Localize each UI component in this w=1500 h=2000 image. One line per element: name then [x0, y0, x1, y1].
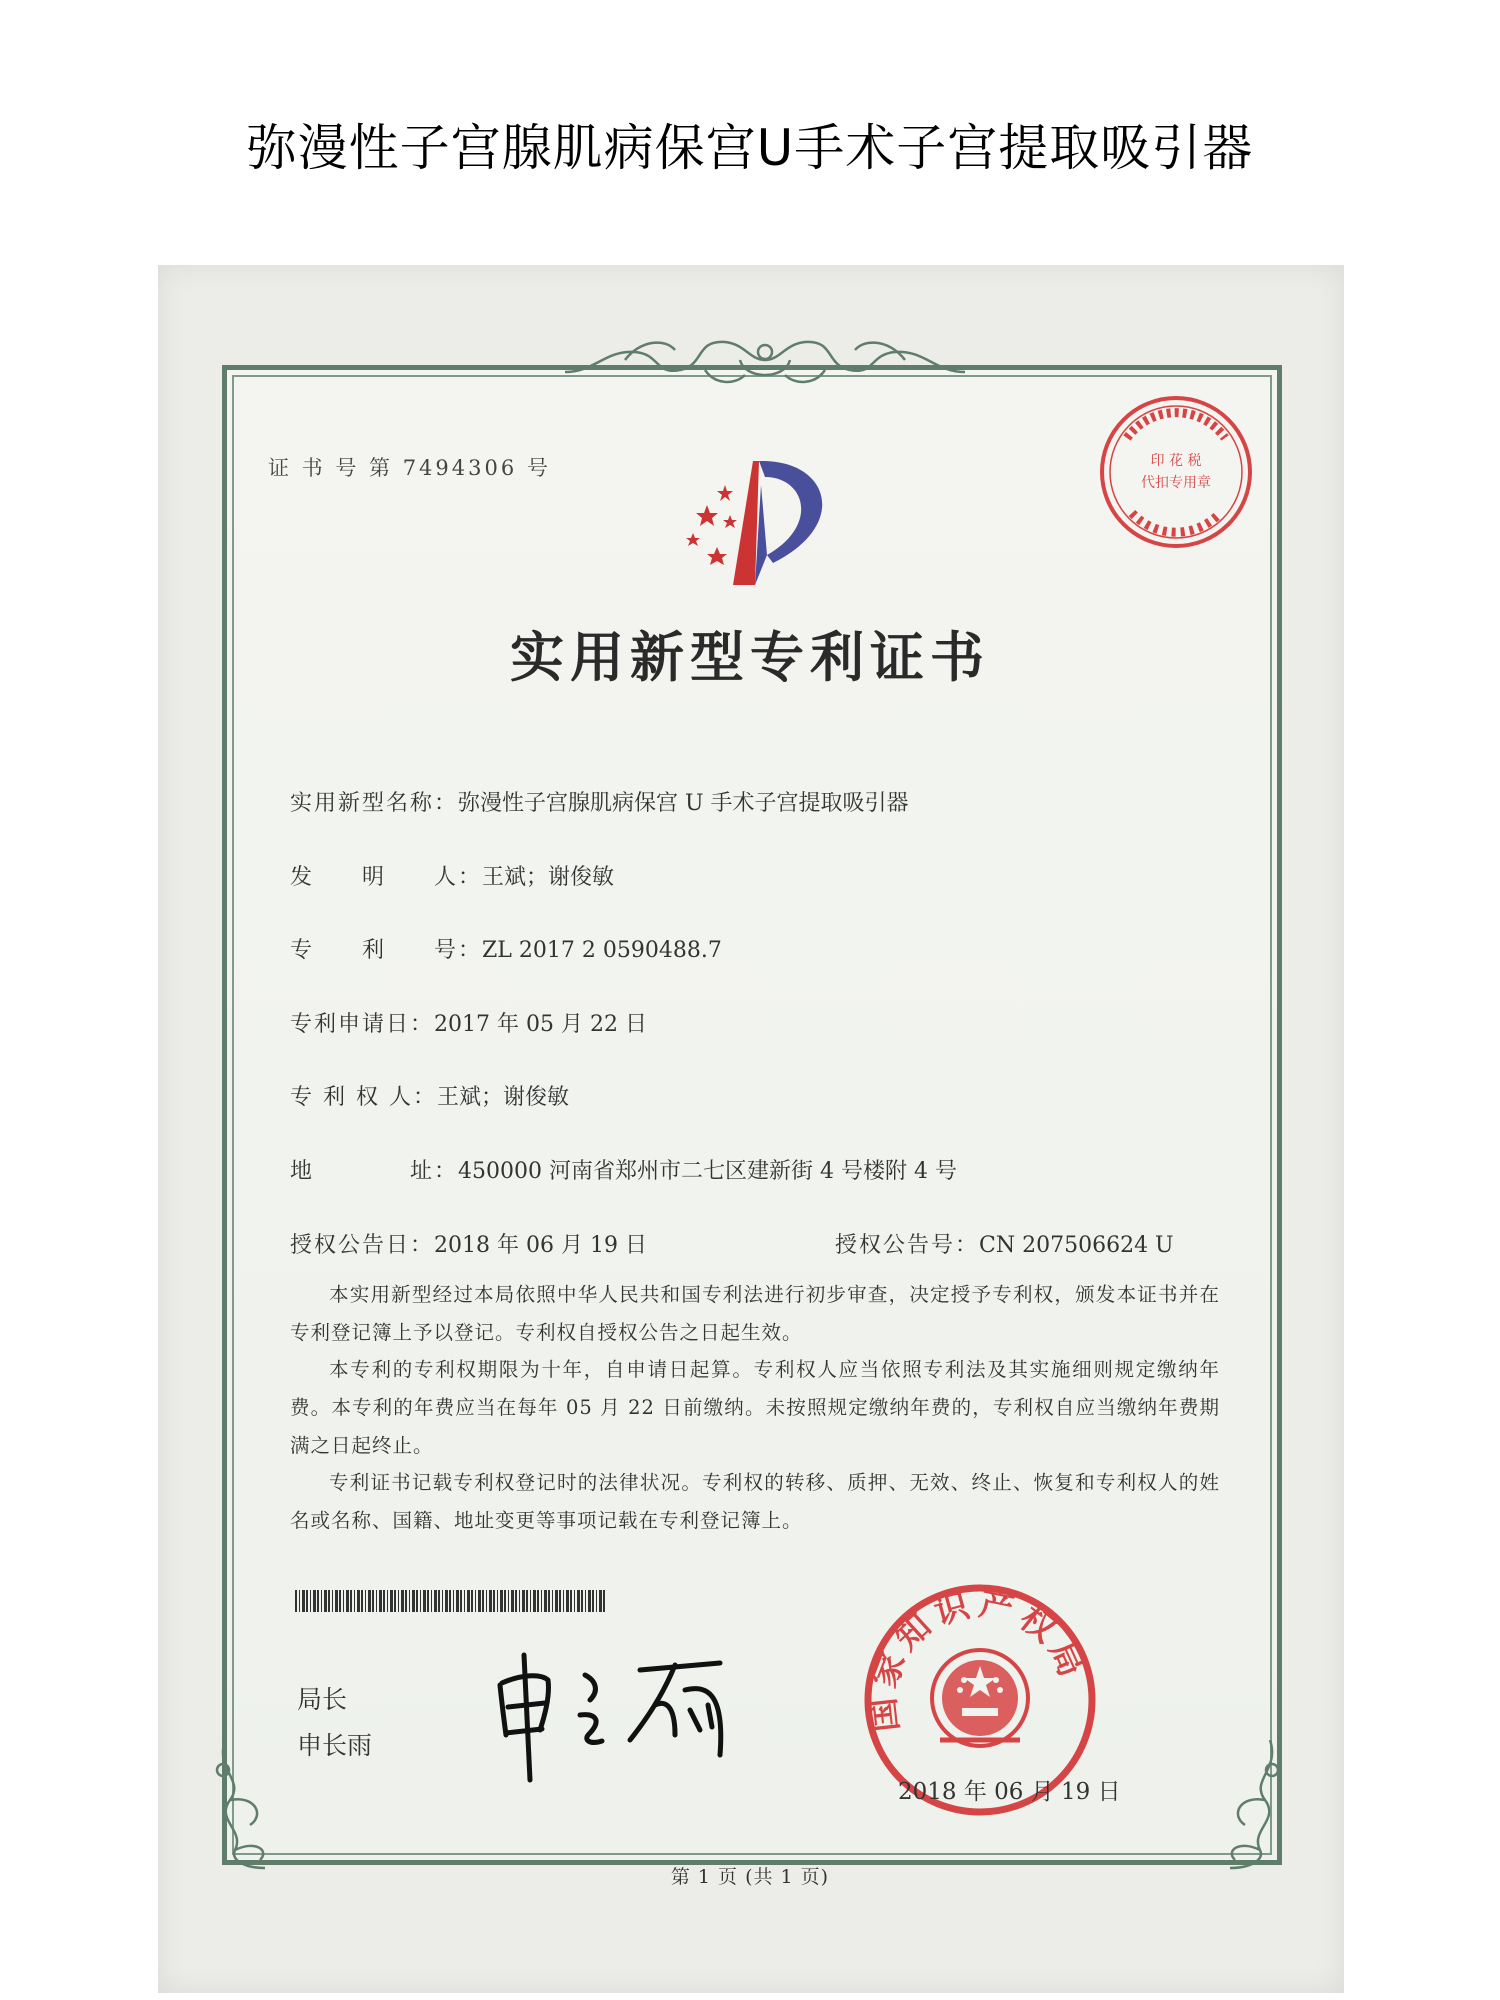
address-label: 地 址： [290, 1159, 459, 1184]
utility-model-name-value: 弥漫性子宫腺肌病保宫 U 手术子宫提取吸引器 [458, 791, 909, 816]
inventor-value: 王斌；谢俊敏 [482, 865, 615, 890]
tax-stamp-seal-icon [1097, 393, 1255, 551]
field-utility-model-name [290, 786, 909, 817]
paragraph-legal-status: 专利证书记载专利权登记时的法律状况。专利权的转移、质押、无效、终止、恢复和专利权人的姓名或名称、国籍、地址变更等事项记载在专利登记簿上。 [290, 1471, 1220, 1532]
director-title: 局长 [297, 1685, 348, 1714]
director-signature-icon [490, 1645, 760, 1785]
field-grant-number [835, 1228, 1174, 1259]
page-number: 第 1 页 (共 1 页) [670, 1866, 830, 1888]
field-filing-date [290, 1007, 647, 1038]
field-patentee [290, 1080, 569, 1111]
grant-date-label: 授权公告日： [290, 1233, 435, 1258]
seal-text: 国家知识产权局 [862, 1583, 1094, 1734]
patentee-value: 王斌；谢俊敏 [436, 1085, 569, 1110]
address-value: 450000 河南省郑州市二七区建新街 4 号楼附 4 号 [458, 1159, 957, 1184]
bottom-right-ornament-icon [1210, 1740, 1290, 1870]
inventor-label: 发 明 人： [290, 865, 483, 890]
grant-number-label: 授权公告号： [835, 1233, 980, 1258]
svg-text:代扣专用章: 代扣专用章 [1141, 475, 1211, 491]
paragraph-term: 本专利的专利权期限为十年，自申请日起算。专利权人应当依照专利法及其实施细则规定缴纳年费。本专利的年费应当在每年 05 月 22 日前缴纳。未按照规定缴纳年费的，专利权自应当缴纳年费期满之日起终止。 [290, 1358, 1220, 1457]
filing-date-value: 2017 年 05 月 22 日 [434, 1012, 647, 1037]
paragraph-grant: 本实用新型经过本局依照中华人民共和国专利法进行初步审查，决定授予专利权，颁发本证书并在专利登记簿上予以登记。专利权自授权公告之日起生效。 [290, 1283, 1220, 1344]
patentee-label: 专 利 权 人： [290, 1085, 437, 1110]
patent-office-logo-icon [655, 455, 855, 590]
grant-number-value: CN 207506624 U [979, 1233, 1174, 1258]
barcode [295, 1590, 605, 1612]
patent-number-value: ZL 2017 2 0590488.7 [482, 938, 722, 963]
field-grant-date [290, 1228, 647, 1259]
certificate-number: 证 书 号 第 7494306 号 [268, 456, 551, 480]
grant-date-value: 2018 年 06 月 19 日 [434, 1233, 647, 1258]
certificate-frame [222, 365, 1282, 1865]
director-name: 申长雨 [297, 1731, 373, 1760]
bottom-left-ornament-icon [205, 1740, 285, 1870]
filing-date-label: 专利申请日： [290, 1012, 435, 1037]
utility-model-name-label: 实用新型名称： [290, 791, 459, 816]
page-title: 弥漫性子宫腺肌病保宫U手术子宫提取吸引器 [246, 119, 1254, 177]
field-address [290, 1154, 957, 1185]
field-patent-number [290, 933, 722, 964]
field-inventor [290, 860, 614, 891]
stamp-date: 2018 年 06 月 19 日 [898, 1779, 1121, 1805]
patent-number-label: 专 利 号： [290, 938, 483, 963]
svg-text:印 花 税: 印 花 税 [1150, 453, 1202, 469]
certificate-title: 实用新型专利证书 [510, 625, 990, 689]
top-ornament-icon [565, 330, 965, 390]
